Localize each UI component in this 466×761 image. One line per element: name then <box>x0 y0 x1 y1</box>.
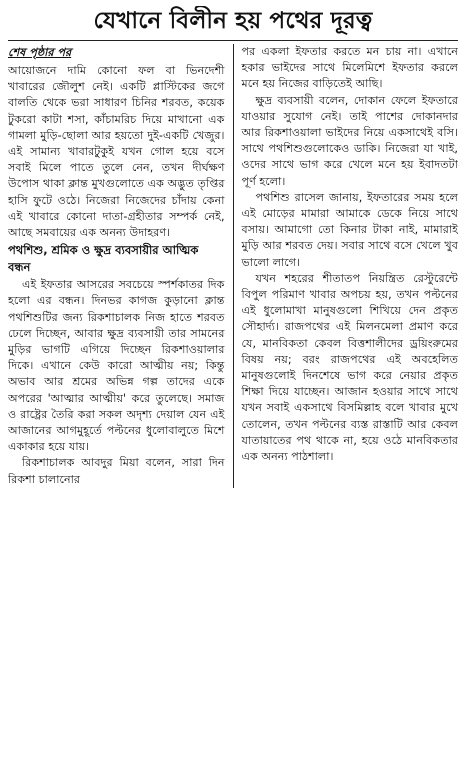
paragraph: আয়োজনে দামি কোনো ফল বা ভিনদেশী খাবারের জৌলুশ নেই। একটি প্লাস্টিকের জগে বালতি থেকে ভরা সাধারণ চিনির শরবত, কয়েক টুকরো কাটা শসা, কাঁচামরিচ দিয়ে মাখানো এক গামলা মুড়ি-ছোলা আর হয়তো দুই-একটি খেজুর। এই সামান্য খাবারটুকুই যখন গোল হয়ে বসে সবাই মিলে পাতে তুলে নেন, তখন দীর্ঘক্ষণ উপোস থাকা ক্লান্ত মুখগুলোতে এক অদ্ভুত তৃপ্তির হাসি ফুটে ওঠে। নিজেরা নিজেদের চাঁদায় কেনা এই খাবারে কোনো দাতা-গ্রহীতার সম্পর্ক নেই, আছে সমবায়ের এক অনন্য উদাহরণ। <box>8 64 225 240</box>
continued-label: শেষ পৃষ্ঠার পর <box>8 46 72 59</box>
right-column <box>234 44 459 488</box>
left-column <box>8 44 234 488</box>
headline-divider <box>8 40 458 41</box>
paragraph: এই ইফতার আসরের সবচেয়ে স্পর্শকাতর দিক হলো এর বন্ধন। দিনভর কাগজ কুড়ানো ক্লান্ত পথশিশুটির জন্য রিকশাচালক নিজ হাতে শরবত ঢেলে দিচ্ছেন, আবার ক্ষুদ্র ব্যবসায়ী তার সামনের মুড়ির ভাগটি এগিয়ে দিচ্ছেন রিকশাওয়ালার দিকে। এখানে কেউ কারো আত্মীয় নয়; কিন্তু অভাব আর শ্রমের অভিন্ন গল্প তাদের একে অপরের 'আত্মার আত্মীয়' করে তুলেছে। সমাজ ও রাষ্ট্রের তৈরি করা সকল অদৃশ্য দেয়াল যেন এই আজানের আগমুহূর্তে পল্টনের ধুলোবালুতে মিশে একাকার হয়ে যায়। <box>8 278 225 454</box>
section-subheading: পথশিশু, শ্রমিক ও ক্ষুদ্র ব্যবসায়ীর আত্মিক বন্ধন <box>8 243 199 275</box>
paragraph: পথশিশু রাসেল জানায়, ইফতারের সময় হলে এই মোড়ের মামারা আমাকে ডেকে নিয়ে সাথে বসায়। আমাগো তো কিনার টাকা নাই, মামারাই মুড়ি আর শরবত দেয়। সবার সাথে বসে খেলে খুব ভালো লাগে। <box>241 190 458 269</box>
paragraph: রিকশাচালক আবদুর মিয়া বলেন, সারা দিন রিকশা চালানোর <box>8 456 225 486</box>
article-columns <box>8 44 458 488</box>
article-headline: যেখানে বিলীন হয় পথের দূরত্ব <box>93 8 373 34</box>
paragraph: পর একলা ইফতার করতে মন চায় না। এখানে হকার ভাইদের সাথে মিলেমিশে ইফতার করলে মনে হয় নিজের বাড়িতেই আছি। <box>241 45 458 91</box>
paragraph: যখন শহরের শীতাতপ নিয়ন্ত্রিত রেস্টুরেন্টে বিপুল পরিমাণ খাবার অপচয় হয়, তখন পল্টনের এই ধুলোমাখা মানুষগুলো শিখিয়ে দেন প্রকৃত সৌহার্দ্য। রাজপথের এই মিলনমেলা প্রমাণ করে যে, মানবিকতা কেবল বিত্তশালীদের ড্রয়িংরুমের বিষয় নয়; বরং রাজপথের এই অবহেলিত মানুষগুলোই দিনশেষে ভাগ করে নেয়ার প্রকৃত শিক্ষা দিয়ে যাচ্ছেন। আজান হওয়ার সাথে সাথে যখন সবাই একসাথে বিসমিল্লাহ বলে খাবার মুখে তোলেন, তখন পল্টনের ব্যস্ত রাস্তাটি আর কেবল যাতায়াতের পথ থাকে না, হয়ে ওঠে মানবিকতার এক অনন্য পাঠশালা। <box>241 271 458 464</box>
paragraph: ক্ষুদ্র ব্যবসায়ী বলেন, দোকান ফেলে ইফতারে যাওয়ার সুযোগ নেই। তাই পাশের দোকানদার আর রিকশাওয়ালা ভাইদের নিয়ে একসাথেই বসি। সাথে পথশিশুগুলোকেও ডাকি। নিজেরা যা খাই, ওদের সাথে ভাগ করে খেলে মনে হয় ইবাদতটা পূর্ণ হলো। <box>241 93 458 188</box>
